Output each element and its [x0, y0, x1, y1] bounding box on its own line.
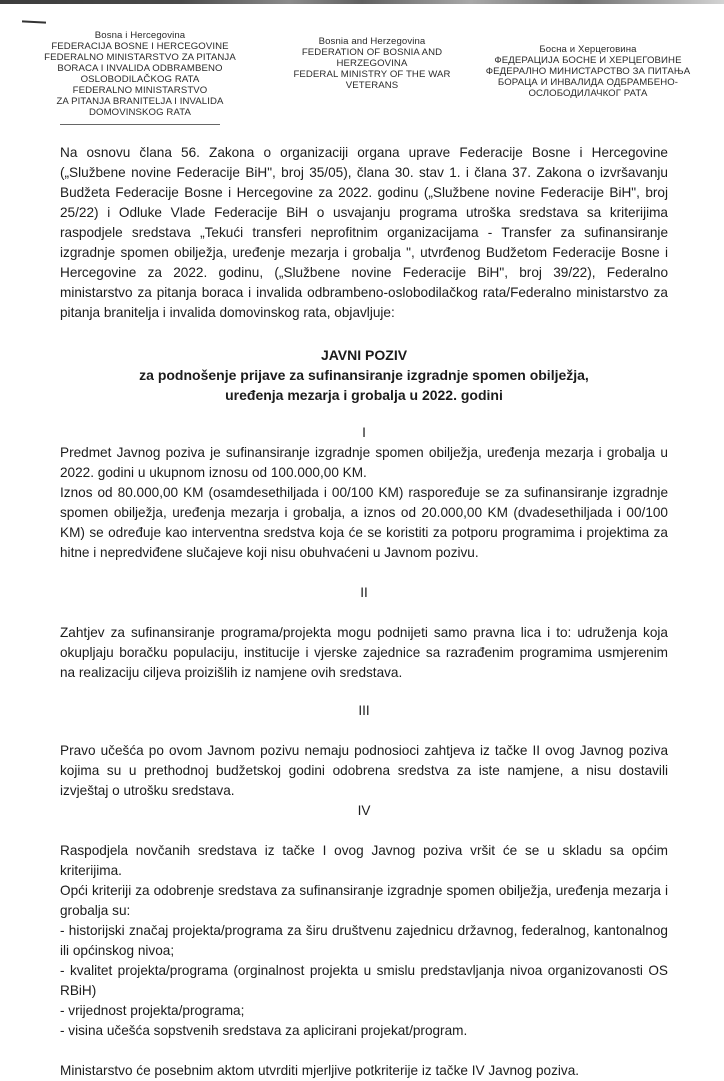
section-4-paragraph-1: Raspodjela novčanih sredstava iz tačke I ovog Javnog poziva vršit će se u skladu sa općim kriterijima. [60, 843, 668, 878]
section-numeral-3: III [358, 703, 370, 718]
letterhead-line: ФЕДЕРАЦИЈА БОСНЕ И ХЕРЦЕГОВИНЕ [494, 55, 682, 66]
letterhead-line: FEDERALNO MINISTARSTVO ZA PITANJA [44, 52, 236, 63]
letterhead-line: ФЕДЕРАЛНО МИНИСТАРСТВО ЗА ПИТАЊА [485, 66, 691, 77]
letterhead-line: Bosna i Hercegovina [94, 30, 186, 41]
letterhead-line: FEDERATION OF BOSNIA AND [301, 47, 443, 58]
letterhead [0, 28, 724, 128]
section-3-paragraph-1: Pravo učešća po ovom Javnom pozivu nemaju podnosioci zahtjeva iz tačke II ovog Javnog poziva kojima su u prethodnoj budžetskoj godini odobrena sredstva za iste namjene, a nisu dostavili izvještaj o utrošku sredstava. [60, 743, 668, 798]
letterhead-line: FEDERALNO MINISTARSTVO [72, 85, 208, 96]
letterhead-line: FEDERACIJA BOSNE I HERCEGOVINE [51, 41, 229, 52]
criteria-item: - kvalitet projekta/programa (orginalnost projekta u smislu predstavljanja nivoa organizovanosti OS RBiH) [60, 963, 668, 998]
criteria-item: - visina učešća sopstvenih sredstava za aplicirani projekat/program. [60, 1023, 468, 1038]
letterhead-line: ZA PITANJA BRANITELJA I INVALIDA [56, 96, 224, 107]
section-2-paragraph-1: Zahtjev za sufinansiranje programa/projekta mogu podnijeti samo pravna lica i to: udruženja koja okupljaju boračku populaciju, institucije i vjerske zajednice sa razrađenim programima usmjerenim na realizaciju ciljeva proizišlih iz namjene ovih sredstava. [60, 625, 668, 680]
section-numeral-2: II [360, 585, 368, 600]
closing-paragraph: Ministarstvo će posebnim aktom utvrditi mjerljive potkriterije iz tačke IV Javnog poziva. [60, 1063, 580, 1078]
letterhead-cyrillic [478, 44, 698, 99]
letterhead-line: Босна и Херцеговина [539, 44, 637, 55]
document-title [60, 345, 668, 405]
document-body [60, 143, 668, 1081]
scan-edge-shadow [0, 0, 724, 4]
letterhead-line: BORACA I INVALIDA ODBRAMBENO [57, 63, 223, 74]
section-4-paragraph-2: Opći kriteriji za odobrenje sredstava za sufinansiranje izgradnje spomen obilježja, uređenja mezarja i grobalja su: [60, 883, 668, 918]
letterhead-line: OSLOBODILAČKOG RATA [80, 74, 200, 85]
scan-mark [22, 20, 46, 23]
letterhead-line: Bosnia and Herzegovina [318, 36, 426, 47]
letterhead-line: БОРАЦА И ИНВАЛИДА ОДБРАМБЕНО- [497, 77, 679, 88]
criteria-item: - historijski značaj projekta/programa za širu društvenu zajednicu državnog, federalnog, kantonalnog ili općinskog nivoa; [60, 923, 668, 958]
section-numeral-4: IV [357, 803, 371, 818]
title-subtitle-1: za podnošenje prijave za sufinansiranje izgradnje spomen obilježja, [139, 367, 589, 383]
letterhead-line: DOMOVINSKOG RATA [89, 107, 191, 118]
section-1-paragraph-2: Iznos od 80.000,00 KM (osamdesethiljada i 00/100 KM) raspoređuje se za sufinansiranje izgradnje spomen obilježja, uređenja mezarja i grobalja, a iznos od 20.000,00 KM (dvadesethiljada i 00/100 KM) se određuje kao interventna sredstva koja će se koristiti za potporu programima i projektima za hitne i nepredviđene slučajeve koji nisu obuhvaćeni u Javnom pozivu. [60, 485, 668, 560]
criteria-item: - vrijednost projekta/programa; [60, 1003, 245, 1018]
letterhead-line: ОСЛОБОДИЛАЧКОГ РАТА [528, 88, 648, 99]
letterhead-line: HERZEGOVINA [336, 58, 408, 69]
letterhead-english [282, 36, 462, 91]
section-numeral-1: I [362, 425, 366, 440]
preamble-paragraph: Na osnovu člana 56. Zakona o organizaciji organa uprave Federacije Bosne i Hercegovine („Službene novine Federacije BiH", broj 35/05), člana 30. stav 1. i člana 37. Zakona o izvršavanju Budžeta Federacije Bosne i Hercegovine za 2022. godinu („Službene novine Federacije BiH", broj 25/22) i Odluke Vlade Federacije BiH o usvajanju programa utroška sredstava sa kriterijima raspodjele sredstava „Tekući transferi neprofitnim organizacijama - Transfer za sufinansiranje izgradnje spomen obilježja, uređenje mezarja i grobalja ", utvrđenog Budžetom Federacije Bosne i Hercegovine za 2022. godinu, („Službene novine Federacije BiH", broj 39/22), Federalno ministarstvo za pitanja boraca i invalida odbrambeno-oslobodilačkog rata/Federalno ministarstvo za pitanja branitelja i invalida domovinskog rata, objavljuje: [60, 145, 668, 320]
letterhead-divider [60, 124, 220, 125]
section-1-paragraph-1: Predmet Javnog poziva je sufinansiranje izgradnje spomen obilježja, uređenja mezarja i grobalja u 2022. godini u ukupnom iznosu od 100.000,00 KM. [60, 445, 668, 480]
title-main: JAVNI POZIV [320, 347, 408, 363]
letterhead-bosnian [40, 30, 240, 125]
letterhead-line: FEDERAL MINISTRY OF THE WAR [293, 69, 451, 80]
letterhead-line: VETERANS [345, 80, 399, 91]
title-subtitle-2: uređenja mezarja i grobalja u 2022. godini [225, 387, 503, 403]
criteria-list [60, 921, 668, 1041]
